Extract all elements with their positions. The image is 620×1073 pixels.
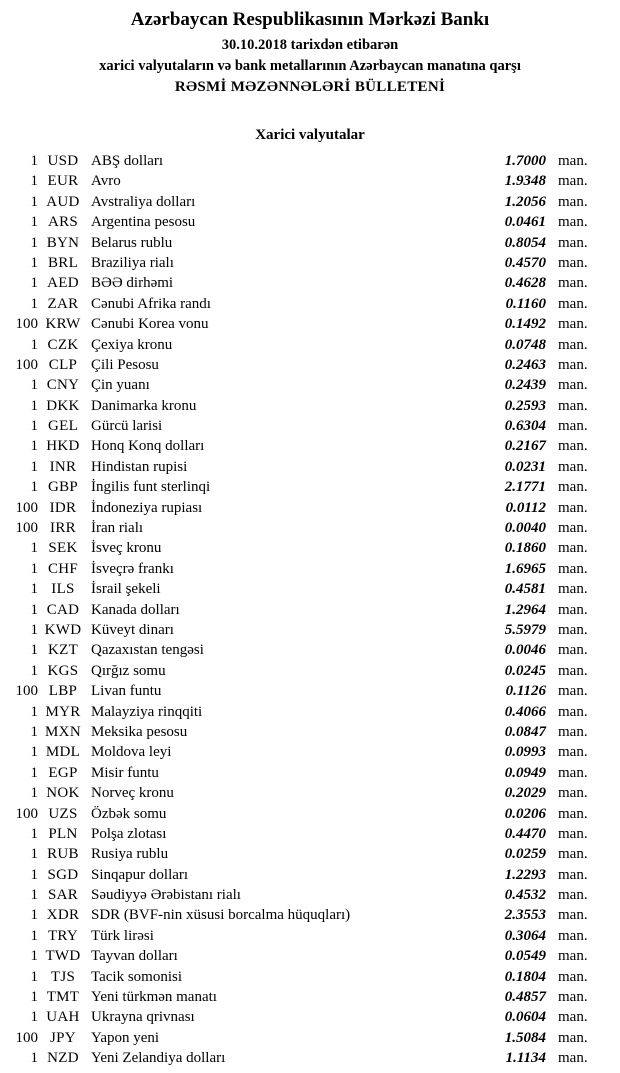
- quantity-cell: 1: [30, 295, 38, 312]
- quantity-cell: 1: [30, 887, 38, 904]
- rate-value-cell: 0.1804: [504, 968, 546, 985]
- quantity-cell: 1: [30, 458, 38, 475]
- unit-cell: man.: [558, 1050, 588, 1067]
- currency-name-cell: Tayvan dolları: [91, 948, 178, 965]
- currency-code-cell: AUD: [46, 193, 80, 210]
- currency-name-cell: Sinqapur dolları: [91, 866, 189, 883]
- rate-value-cell: 0.1860: [504, 540, 546, 557]
- rate-row: [0, 844, 620, 864]
- currency-code-cell: KGS: [47, 662, 79, 679]
- currency-name-cell: Rusiya rublu: [91, 846, 169, 863]
- currency-code-cell: AED: [47, 275, 79, 292]
- currency-code-cell: PLN: [48, 825, 78, 842]
- rate-value-cell: 1.1134: [505, 1050, 546, 1067]
- rate-value-cell: 1.2293: [504, 866, 546, 883]
- currency-code-cell: INR: [49, 458, 77, 475]
- currency-name-cell: SDR (BVF-nin xüsusi borcalma hüquqları): [91, 907, 351, 924]
- rate-row: [0, 538, 620, 558]
- rate-row: [0, 885, 620, 905]
- rate-value-cell: 0.2029: [504, 785, 546, 802]
- exchange-rates-table: [0, 151, 620, 1069]
- rate-row: [0, 987, 620, 1007]
- unit-cell: man.: [558, 499, 588, 516]
- rate-value-cell: 0.4532: [504, 887, 546, 904]
- quantity-cell: 1: [30, 601, 38, 618]
- rate-row: [0, 905, 620, 925]
- unit-cell: man.: [558, 825, 588, 842]
- unit-cell: man.: [558, 601, 588, 618]
- currency-code-cell: TWD: [45, 948, 81, 965]
- unit-cell: man.: [558, 703, 588, 720]
- quantity-cell: 1: [30, 785, 38, 802]
- currency-name-cell: BƏƏ dirhəmi: [91, 275, 174, 292]
- rate-value-cell: 0.0461: [504, 214, 546, 231]
- rate-value-cell: 0.3064: [504, 927, 546, 944]
- currency-code-cell: USD: [47, 153, 79, 169]
- unit-cell: man.: [558, 520, 588, 537]
- rate-row: [0, 600, 620, 620]
- unit-cell: man.: [558, 173, 588, 190]
- currency-code-cell: IDR: [49, 499, 77, 516]
- quantity-cell: 1: [30, 153, 38, 169]
- currency-code-cell: TMT: [46, 989, 80, 1006]
- rate-row: [0, 967, 620, 987]
- rate-row: [0, 661, 620, 681]
- currency-name-cell: ABŞ dolları: [91, 153, 164, 169]
- rate-row: [0, 640, 620, 660]
- rate-row: [0, 416, 620, 436]
- quantity-cell: 1: [30, 703, 38, 720]
- rate-row: [0, 946, 620, 966]
- rate-value-cell: 0.4470: [504, 825, 546, 842]
- quantity-cell: 100: [15, 805, 38, 822]
- currency-name-cell: Hindistan rupisi: [91, 458, 188, 475]
- rate-row: [0, 579, 620, 599]
- currency-code-cell: GEL: [47, 418, 79, 435]
- currency-code-cell: TRY: [47, 927, 79, 944]
- currency-name-cell: Norveç kronu: [91, 785, 174, 802]
- rate-row: [0, 457, 620, 477]
- rate-row: [0, 702, 620, 722]
- rate-row: [0, 212, 620, 232]
- rate-row: [0, 1048, 620, 1068]
- currency-name-cell: Cənubi Korea vonu: [91, 316, 209, 333]
- unit-cell: man.: [558, 316, 588, 333]
- unit-cell: man.: [558, 356, 588, 373]
- rate-row: [0, 273, 620, 293]
- unit-cell: man.: [558, 887, 588, 904]
- currency-name-cell: Qazaxıstan tengəsi: [91, 642, 204, 659]
- quantity-cell: 1: [30, 173, 38, 190]
- rate-row: [0, 926, 620, 946]
- rate-value-cell: 0.0245: [504, 662, 546, 679]
- currency-name-cell: Ukrayna qrivnası: [91, 1009, 195, 1026]
- currency-name-cell: İran rialı: [91, 520, 144, 537]
- rate-value-cell: 0.1492: [504, 316, 546, 333]
- bulletin-title: RƏSMİ MƏZƏNNƏLƏRİ BÜLLETENİ: [174, 79, 446, 95]
- currency-name-cell: Kanada dolları: [91, 601, 180, 618]
- currency-name-cell: Səudiyyə Ərəbistanı rialı: [91, 887, 241, 904]
- bulletin-header: [0, 0, 620, 97]
- currency-name-cell: Avro: [91, 173, 121, 190]
- rate-row: [0, 824, 620, 844]
- rate-value-cell: 0.4570: [504, 254, 546, 271]
- unit-cell: man.: [558, 642, 588, 659]
- currency-code-cell: CZK: [47, 336, 79, 353]
- currency-code-cell: ARS: [47, 214, 79, 231]
- unit-cell: man.: [558, 254, 588, 271]
- currency-name-cell: Çin yuanı: [91, 377, 150, 394]
- rate-value-cell: 0.0206: [504, 805, 546, 822]
- rate-value-cell: 0.0040: [504, 520, 546, 537]
- currency-code-cell: SAR: [47, 887, 79, 904]
- quantity-cell: 100: [15, 316, 38, 333]
- rate-row: [0, 559, 620, 579]
- currency-code-cell: XDR: [46, 907, 80, 924]
- rate-row: [0, 192, 620, 212]
- currency-code-cell: CNY: [46, 377, 80, 394]
- rate-value-cell: 0.2167: [504, 438, 546, 455]
- rate-row: [0, 620, 620, 640]
- currency-code-cell: JPY: [50, 1029, 76, 1046]
- rate-value-cell: 0.4581: [504, 581, 546, 598]
- currency-code-cell: ILS: [51, 581, 75, 598]
- rate-value-cell: 1.5084: [504, 1029, 546, 1046]
- rate-value-cell: 0.4857: [504, 989, 546, 1006]
- quantity-cell: 100: [15, 499, 38, 516]
- unit-cell: man.: [558, 927, 588, 944]
- quantity-cell: 1: [30, 397, 38, 414]
- currency-name-cell: İndoneziya rupiası: [91, 499, 203, 516]
- unit-cell: man.: [558, 581, 588, 598]
- unit-cell: man.: [558, 846, 588, 863]
- unit-cell: man.: [558, 866, 588, 883]
- currency-code-cell: KRW: [45, 316, 81, 333]
- currency-name-cell: Argentina pesosu: [91, 214, 196, 231]
- rate-row: [0, 335, 620, 355]
- unit-cell: man.: [558, 418, 588, 435]
- rate-value-cell: 1.9348: [504, 173, 546, 190]
- currency-name-cell: İsveç kronu: [91, 540, 162, 557]
- rate-row: [0, 804, 620, 824]
- quantity-cell: 1: [30, 927, 38, 944]
- currency-name-cell: Braziliya rialı: [91, 254, 174, 271]
- currency-code-cell: GBP: [47, 479, 79, 496]
- quantity-cell: 1: [30, 825, 38, 842]
- unit-cell: man.: [558, 785, 588, 802]
- unit-cell: man.: [558, 805, 588, 822]
- rate-value-cell: 1.7000: [504, 153, 546, 169]
- quantity-cell: 1: [30, 662, 38, 679]
- currency-name-cell: Qırğız somu: [91, 662, 166, 679]
- rate-row: [0, 396, 620, 416]
- rate-value-cell: 1.2964: [504, 601, 546, 618]
- rate-value-cell: 0.0046: [504, 642, 546, 659]
- unit-cell: man.: [558, 989, 588, 1006]
- quantity-cell: 1: [30, 744, 38, 761]
- rate-value-cell: 0.0259: [504, 846, 546, 863]
- quantity-cell: 1: [30, 254, 38, 271]
- rate-row: [0, 681, 620, 701]
- unit-cell: man.: [558, 397, 588, 414]
- currency-code-cell: EGP: [48, 764, 78, 781]
- unit-cell: man.: [558, 621, 588, 638]
- quantity-cell: 1: [30, 234, 38, 251]
- unit-cell: man.: [558, 662, 588, 679]
- rate-row: [0, 151, 620, 171]
- quantity-cell: 1: [30, 621, 38, 638]
- currency-name-cell: Çexiya kronu: [91, 336, 173, 353]
- unit-cell: man.: [558, 560, 588, 577]
- currency-code-cell: KZT: [47, 642, 79, 659]
- currency-name-cell: Honq Konq dolları: [91, 438, 205, 455]
- unit-cell: man.: [558, 336, 588, 353]
- currency-code-cell: UAH: [46, 1009, 80, 1026]
- currency-name-cell: Gürcü larisi: [91, 418, 163, 435]
- rate-row: [0, 253, 620, 273]
- rate-row: [0, 171, 620, 191]
- quantity-cell: 1: [30, 418, 38, 435]
- currency-code-cell: BYN: [46, 234, 80, 251]
- rate-value-cell: 0.2463: [504, 356, 546, 373]
- unit-cell: man.: [558, 723, 588, 740]
- unit-cell: man.: [558, 377, 588, 394]
- currency-name-cell: Türk lirəsi: [91, 927, 154, 944]
- quantity-cell: 1: [30, 846, 38, 863]
- rate-row: [0, 1007, 620, 1027]
- currency-name-cell: Malayziya rinqqiti: [91, 703, 203, 720]
- currency-name-cell: Avstraliya dolları: [91, 193, 196, 210]
- currency-name-cell: Danimarka kronu: [91, 397, 197, 414]
- unit-cell: man.: [558, 907, 588, 924]
- quantity-cell: 1: [30, 581, 38, 598]
- currency-code-cell: DKK: [46, 397, 80, 414]
- quantity-cell: 1: [30, 764, 38, 781]
- currency-code-cell: NZD: [47, 1050, 79, 1067]
- rate-value-cell: 0.6304: [504, 418, 546, 435]
- rate-row: [0, 477, 620, 497]
- unit-cell: man.: [558, 193, 588, 210]
- section-title-foreign-currencies: Xarici valyutalar: [255, 127, 365, 143]
- unit-cell: man.: [558, 295, 588, 312]
- currency-code-cell: CAD: [46, 601, 80, 618]
- currency-code-cell: MDL: [45, 744, 81, 761]
- rate-value-cell: 2.3553: [504, 907, 546, 924]
- rate-row: [0, 742, 620, 762]
- currency-code-cell: LBP: [48, 683, 78, 700]
- rate-value-cell: 0.2593: [504, 397, 546, 414]
- rate-value-cell: 0.0604: [504, 1009, 546, 1026]
- rate-row: [0, 498, 620, 518]
- rate-row: [0, 233, 620, 253]
- rate-row: [0, 436, 620, 456]
- rate-row: [0, 314, 620, 334]
- currency-name-cell: Moldova leyi: [91, 744, 172, 761]
- quantity-cell: 1: [30, 336, 38, 353]
- rate-value-cell: 0.0549: [504, 948, 546, 965]
- quantity-cell: 1: [30, 723, 38, 740]
- quantity-cell: 1: [30, 479, 38, 496]
- currency-code-cell: NOK: [46, 785, 80, 802]
- rate-value-cell: 0.0993: [504, 744, 546, 761]
- rate-row: [0, 783, 620, 803]
- unit-cell: man.: [558, 438, 588, 455]
- currency-code-cell: IRR: [50, 520, 76, 537]
- effective-date: 30.10.2018 tarixdən etibarən: [221, 37, 399, 53]
- currency-name-cell: Yeni Zelandiya dolları: [91, 1050, 226, 1067]
- rate-value-cell: 1.6965: [504, 560, 546, 577]
- currency-code-cell: MYR: [45, 703, 81, 720]
- quantity-cell: 1: [30, 968, 38, 985]
- currency-code-cell: UZS: [48, 805, 78, 822]
- rate-row: [0, 294, 620, 314]
- rate-row: [0, 375, 620, 395]
- unit-cell: man.: [558, 540, 588, 557]
- unit-cell: man.: [558, 764, 588, 781]
- quantity-cell: 1: [30, 214, 38, 231]
- currency-code-cell: ZAR: [47, 295, 79, 312]
- quantity-cell: 1: [30, 948, 38, 965]
- quantity-cell: 1: [30, 1009, 38, 1026]
- rate-row: [0, 355, 620, 375]
- rate-row: [0, 722, 620, 742]
- quantity-cell: 100: [15, 683, 38, 700]
- quantity-cell: 1: [30, 438, 38, 455]
- unit-cell: man.: [558, 275, 588, 292]
- rate-value-cell: 0.0748: [504, 336, 546, 353]
- rate-value-cell: 0.1126: [505, 683, 546, 700]
- currency-code-cell: KWD: [44, 621, 82, 638]
- currency-name-cell: Küveyt dinarı: [91, 621, 174, 638]
- quantity-cell: 1: [30, 907, 38, 924]
- rate-value-cell: 1.2056: [504, 193, 546, 210]
- currency-name-cell: Tacik somonisi: [91, 968, 183, 985]
- currency-name-cell: İsrail şekeli: [91, 581, 161, 598]
- unit-cell: man.: [558, 968, 588, 985]
- currency-code-cell: CLP: [48, 356, 78, 373]
- rate-value-cell: 0.0949: [504, 764, 546, 781]
- currency-code-cell: CHF: [47, 560, 79, 577]
- currency-name-cell: Belarus rublu: [91, 234, 173, 251]
- currency-code-cell: SGD: [47, 866, 79, 883]
- unit-cell: man.: [558, 1029, 588, 1046]
- unit-cell: man.: [558, 234, 588, 251]
- unit-cell: man.: [558, 1009, 588, 1026]
- rate-value-cell: 5.5979: [504, 621, 546, 638]
- currency-name-cell: Cənubi Afrika randı: [91, 295, 211, 312]
- bulletin-subtitle: xarici valyutaların və bank metallarının Azərbaycan manatına qarşı: [99, 58, 521, 74]
- currency-name-cell: İngilis funt sterlinqi: [91, 479, 211, 496]
- unit-cell: man.: [558, 744, 588, 761]
- rate-row: [0, 763, 620, 783]
- unit-cell: man.: [558, 153, 588, 169]
- rate-value-cell: 0.0231: [504, 458, 546, 475]
- currency-code-cell: EUR: [47, 173, 79, 190]
- currency-code-cell: HKD: [46, 438, 80, 455]
- quantity-cell: 1: [30, 989, 38, 1006]
- rate-value-cell: 0.4066: [504, 703, 546, 720]
- unit-cell: man.: [558, 458, 588, 475]
- quantity-cell: 1: [30, 866, 38, 883]
- rate-value-cell: 0.0112: [505, 499, 546, 516]
- rate-value-cell: 0.2439: [504, 377, 546, 394]
- currency-name-cell: Polşa zlotası: [91, 825, 167, 842]
- rate-value-cell: 0.0847: [504, 723, 546, 740]
- rate-value-cell: 0.1160: [505, 295, 546, 312]
- quantity-cell: 1: [30, 560, 38, 577]
- currency-code-cell: TJS: [50, 968, 76, 985]
- currency-name-cell: Meksika pesosu: [91, 723, 188, 740]
- rate-row: [0, 518, 620, 538]
- rate-value-cell: 0.4628: [504, 275, 546, 292]
- bank-name: Azərbaycan Respublikasının Mərkəzi Bankı: [130, 9, 490, 30]
- currency-code-cell: RUB: [47, 846, 79, 863]
- currency-name-cell: Yapon yeni: [91, 1029, 160, 1046]
- quantity-cell: 1: [30, 540, 38, 557]
- quantity-cell: 100: [15, 356, 38, 373]
- rate-row: [0, 1028, 620, 1048]
- unit-cell: man.: [558, 683, 588, 700]
- currency-name-cell: Özbək somu: [91, 805, 167, 822]
- rate-row: [0, 865, 620, 885]
- quantity-cell: 1: [30, 193, 38, 210]
- unit-cell: man.: [558, 214, 588, 231]
- currency-name-cell: İsveçrə frankı: [91, 560, 174, 577]
- quantity-cell: 1: [30, 1050, 38, 1067]
- currency-code-cell: MXN: [45, 723, 81, 740]
- currency-code-cell: SEK: [48, 540, 78, 557]
- currency-name-cell: Çili Pesosu: [91, 356, 159, 373]
- quantity-cell: 100: [15, 1029, 38, 1046]
- currency-name-cell: Livan funtu: [91, 683, 162, 700]
- unit-cell: man.: [558, 479, 588, 496]
- quantity-cell: 1: [30, 275, 38, 292]
- quantity-cell: 1: [30, 377, 38, 394]
- currency-code-cell: BRL: [47, 254, 79, 271]
- currency-name-cell: Misir funtu: [91, 764, 159, 781]
- rate-value-cell: 2.1771: [504, 479, 546, 496]
- currency-name-cell: Yeni türkmən manatı: [91, 989, 217, 1006]
- quantity-cell: 100: [15, 520, 38, 537]
- quantity-cell: 1: [30, 642, 38, 659]
- rate-value-cell: 0.8054: [504, 234, 546, 251]
- unit-cell: man.: [558, 948, 588, 965]
